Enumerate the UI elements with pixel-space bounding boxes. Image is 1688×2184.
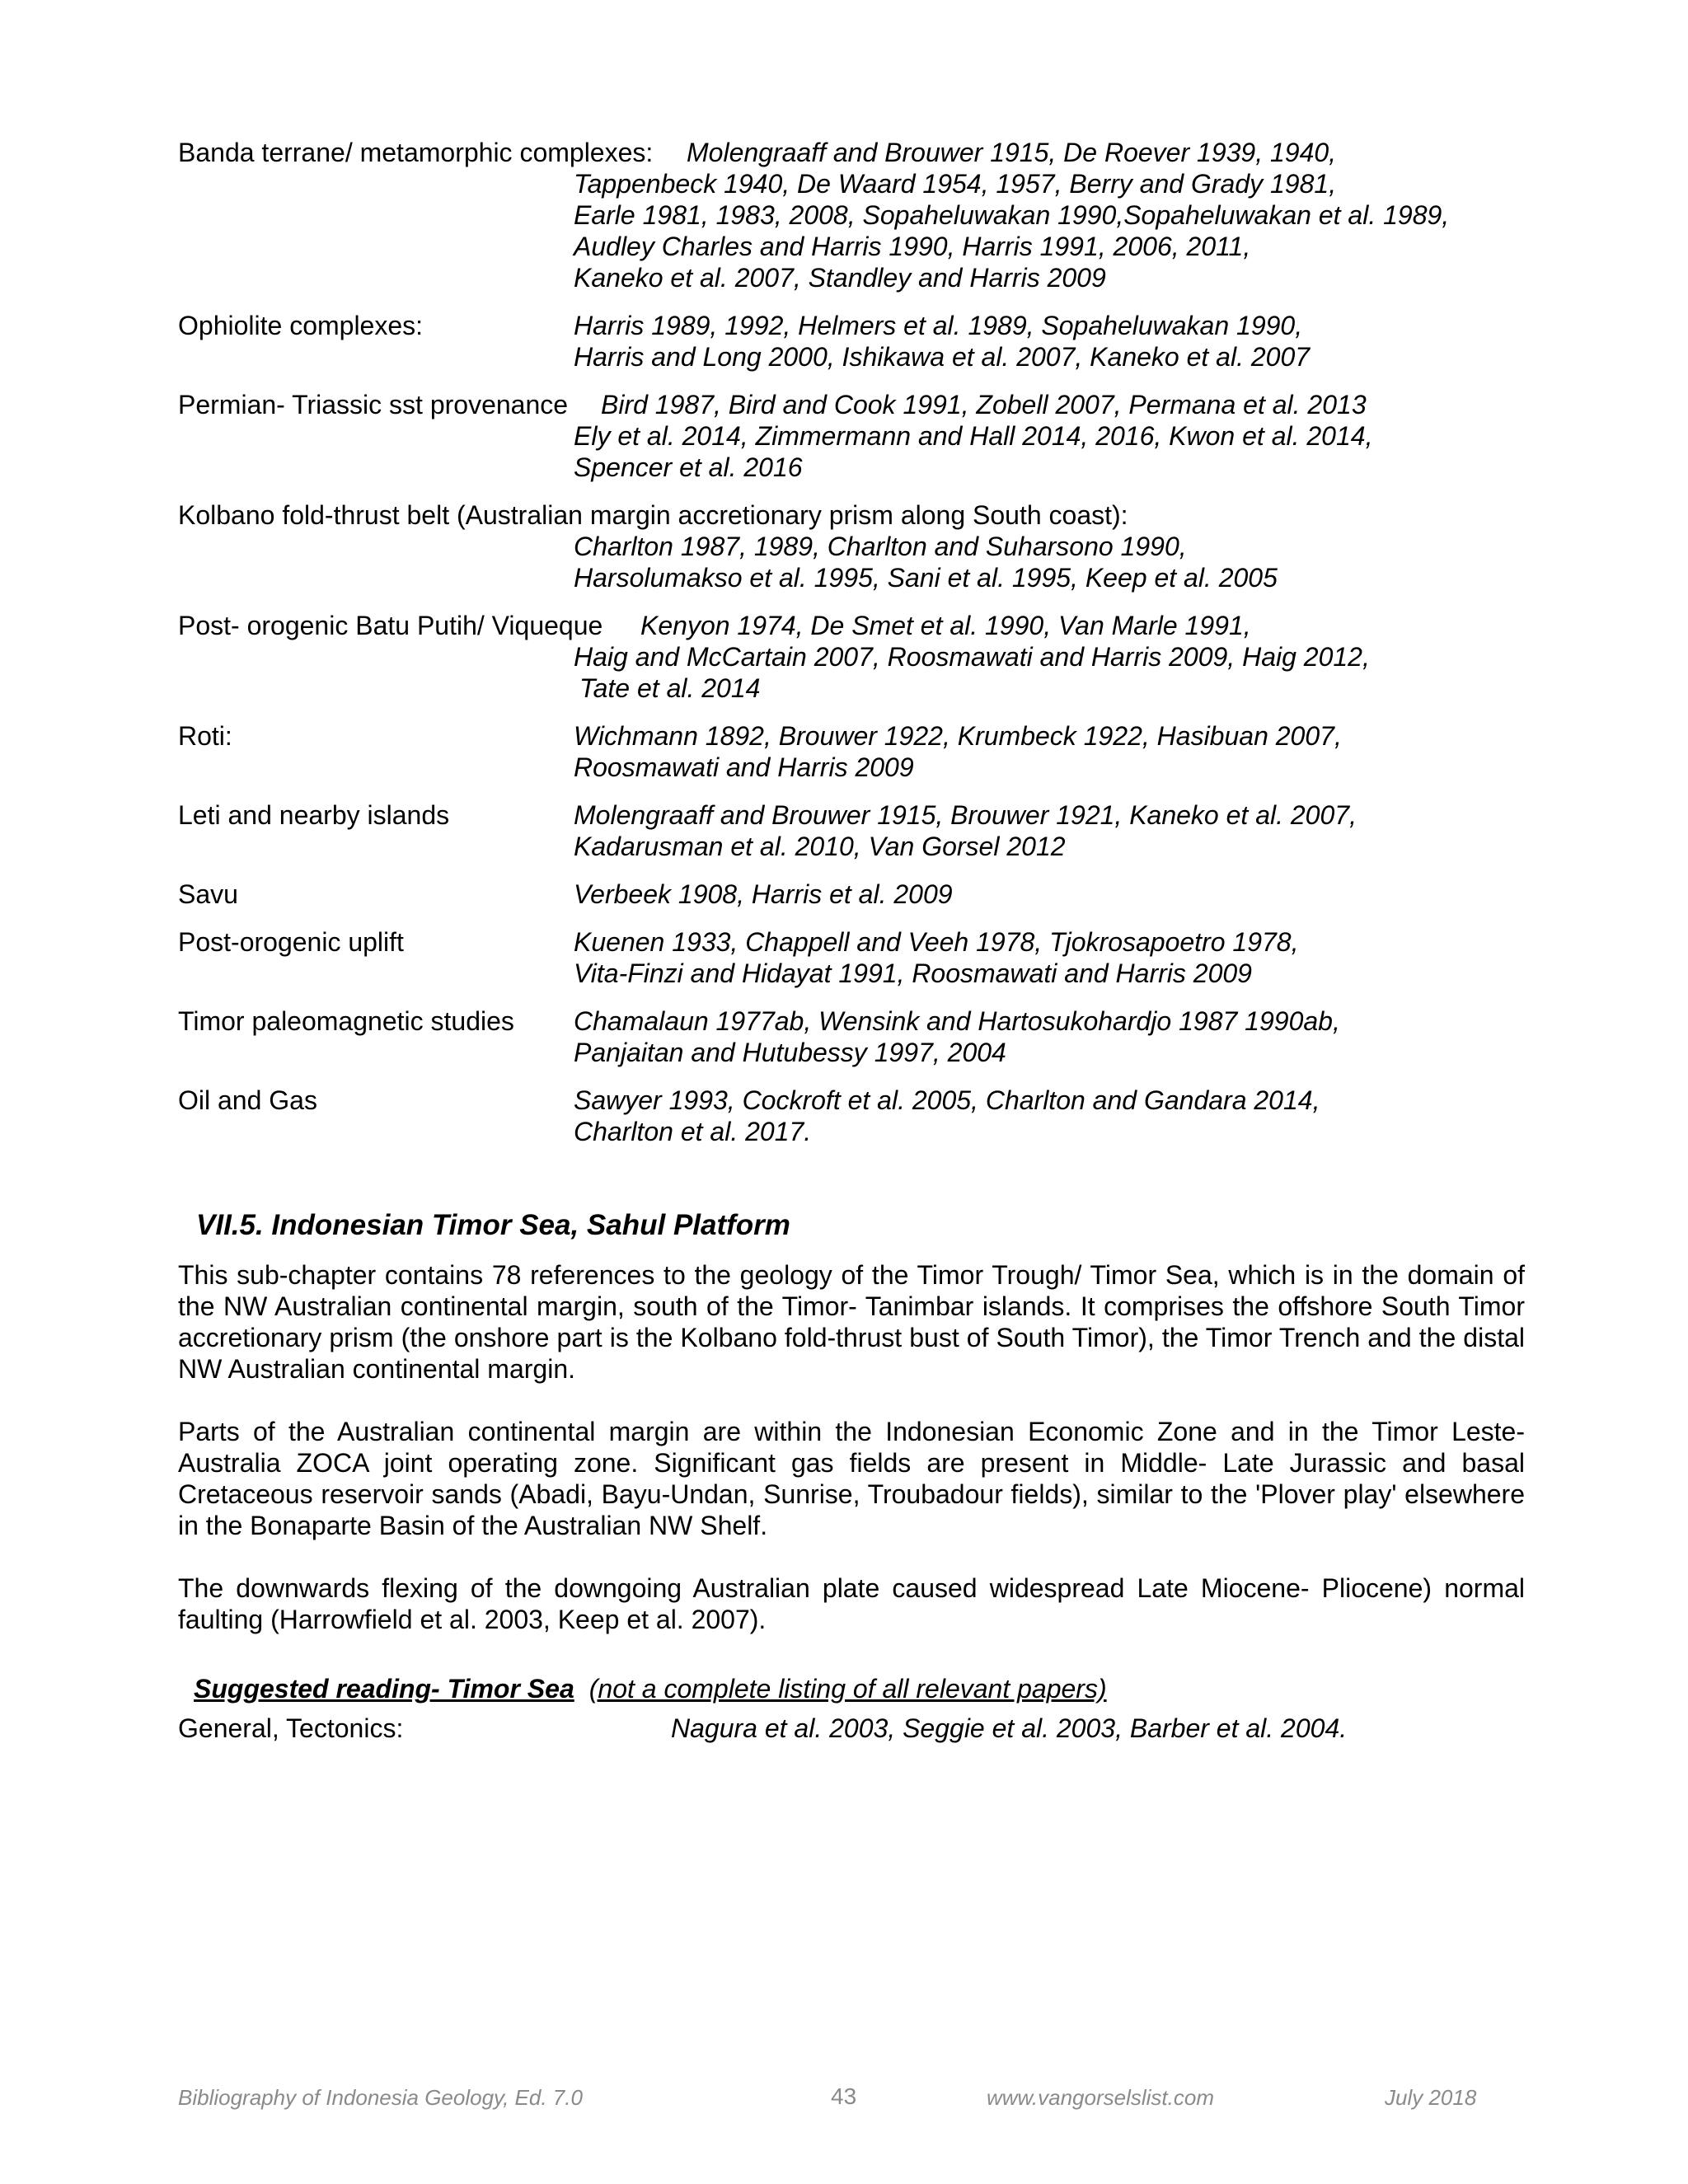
entry-ref-batu-putih-3: Tate et al. 2014 — [579, 673, 761, 703]
entry-ref-banda-1: Molengraaff and Brouwer 1915, De Roever 1939, 1940, — [687, 138, 1337, 167]
entry-ref-batu-putih-2: Haig and McCartain 2007, Roosmawati and Harris 2009, Haig 2012, — [574, 642, 1370, 672]
entry-ref-leti-2: Kadarusman et al. 2010, Van Gorsel 2012 — [574, 832, 1066, 861]
entry-label-uplift: Post-orogenic uplift — [178, 927, 404, 957]
entry-ref-oil-gas-2: Charlton et al. 2017. — [574, 1117, 812, 1146]
entry-label-kolbano: Kolbano fold-thrust belt (Australian margin accretionary prism along South coast): — [178, 500, 1128, 530]
entry-label-ophiolite: Ophiolite complexes: — [178, 311, 424, 340]
entry-label-paleomag: Timor paleomagnetic studies — [178, 1006, 514, 1036]
entry-ref-kolbano-1: Charlton 1987, 1989, Charlton and Suharsono 1990, — [574, 532, 1187, 561]
footer-url: www.vangorselslist.com — [987, 2085, 1214, 2110]
suggested-label: General, Tectonics: — [178, 1713, 404, 1743]
entry-ref-leti-1: Molengraaff and Brouwer 1915, Brouwer 1921, Kaneko et al. 2007, — [574, 800, 1357, 830]
paragraph-3: The downwards flexing of the downgoing Australian plate caused widespread Late Miocene- Pliocene) normal faulting (Harrowfield et al. 2003, Keep et al. 2007). — [178, 1573, 1525, 1634]
entry-ref-permian-3: Spencer et al. 2016 — [574, 452, 803, 482]
footer-title: Bibliography of Indonesia Geology, Ed. 7.0 — [178, 2085, 583, 2110]
entry-label-oil-gas: Oil and Gas — [178, 1085, 317, 1115]
entry-ref-banda-4: Audley Charles and Harris 1990, Harris 1991, 2006, 2011, — [574, 232, 1251, 261]
entry-label-roti: Roti: — [178, 721, 232, 751]
entry-ref-oil-gas-1: Sawyer 1993, Cockroft et al. 2005, Charlton and Gandara 2014, — [574, 1085, 1320, 1115]
suggested-reading-title: Suggested reading- Timor Sea — [194, 1674, 574, 1704]
entry-label-banda: Banda terrane/ metamorphic complexes: — [178, 138, 654, 167]
entry-ref-permian-2: Ely et al. 2014, Zimmermann and Hall 2014, 2016, Kwon et al. 2014, — [574, 421, 1373, 451]
entry-ref-paleomag-1: Chamalaun 1977ab, Wensink and Hartosukohardjo 1987 1990ab, — [574, 1006, 1340, 1036]
paragraph-1: This sub-chapter contains 78 references to the geology of the Timor Trough/ Timor Sea, which is in the domain of the NW Australian continental margin, south of the Timor- Tanimbar islands. It comprises the offshore South Timor accretionary prism (the onshore part is the Kolbano fold-thrust bust of South Timor), the Timor Trench and the distal NW Australian continental margin. — [178, 1260, 1525, 1384]
entry-ref-ophiolite-1: Harris 1989, 1992, Helmers et al. 1989, Sopaheluwakan 1990, — [574, 311, 1303, 340]
entry-ref-kolbano-2: Harsolumakso et al. 1995, Sani et al. 1995, Keep et al. 2005 — [574, 563, 1278, 593]
footer-date: July 2018 — [1385, 2085, 1477, 2110]
suggested-refs: Nagura et al. 2003, Seggie et al. 2003, Barber et al. 2004. — [671, 1713, 1348, 1743]
entry-ref-roti-2: Roosmawati and Harris 2009 — [574, 752, 914, 782]
paragraph-2: Parts of the Australian continental margin are within the Indonesian Economic Zone and in the Timor Leste- Australia ZOCA joint operating zone. Significant gas fields are present in Middle- Late Jurassic and basal Cretaceous reservoir sands (Abadi, Bayu-Undan, Sunrise, Troubadour fields), similar to the 'Plover play' elsewhere in the Bonaparte Basin of the Australian NW Shelf. — [178, 1417, 1525, 1540]
entry-label-batu-putih: Post- orogenic Batu Putih/ Viqueque — [178, 611, 603, 640]
entry-ref-paleomag-2: Panjaitan and Hutubessy 1997, 2004 — [574, 1038, 1006, 1067]
entry-ref-uplift-1: Kuenen 1933, Chappell and Veeh 1978, Tjokrosapoetro 1978, — [574, 927, 1299, 957]
suggested-reading-heading — [194, 1673, 1107, 1704]
entry-label-savu: Savu — [178, 879, 238, 909]
entry-ref-banda-3: Earle 1981, 1983, 2008, Sopaheluwakan 1990,Sopaheluwakan et al. 1989, — [574, 200, 1450, 230]
entry-label-leti: Leti and nearby islands — [178, 800, 450, 830]
entry-ref-uplift-2: Vita-Finzi and Hidayat 1991, Roosmawati and Harris 2009 — [574, 958, 1252, 988]
entry-ref-permian-1: Bird 1987, Bird and Cook 1991, Zobell 2007, Permana et al. 2013 — [601, 390, 1367, 419]
entry-label-permian: Permian- Triassic sst provenance — [178, 390, 569, 419]
entry-ref-roti-1: Wichmann 1892, Brouwer 1922, Krumbeck 1922, Hasibuan 2007, — [574, 721, 1342, 751]
entry-ref-savu-1: Verbeek 1908, Harris et al. 2009 — [574, 879, 953, 909]
suggested-reading-note: (not a complete listing of all relevant papers) — [588, 1674, 1107, 1704]
entry-ref-banda-5: Kaneko et al. 2007, Standley and Harris 2009 — [574, 263, 1106, 293]
footer-page-number: 43 — [831, 2083, 857, 2109]
entry-ref-banda-2: Tappenbeck 1940, De Waard 1954, 1957, Berry and Grady 1981, — [574, 169, 1337, 199]
section-title: VII.5. Indonesian Timor Sea, Sahul Platform — [196, 1209, 790, 1241]
entry-ref-ophiolite-2: Harris and Long 2000, Ishikawa et al. 2007, Kaneko et al. 2007 — [574, 342, 1311, 372]
entry-ref-batu-putih-1: Kenyon 1974, De Smet et al. 1990, Van Marle 1991, — [640, 611, 1251, 640]
